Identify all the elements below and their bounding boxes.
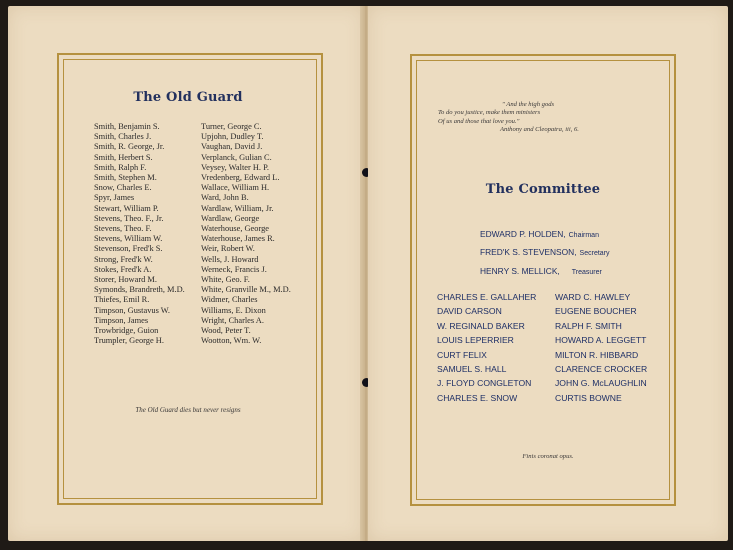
committee-member: CHARLES E. GALLAHER bbox=[437, 292, 537, 302]
member-name: Upjohn, Dudley T. bbox=[201, 132, 264, 142]
member-name: Wardlaw, George bbox=[201, 213, 260, 223]
member-name: Wardlaw, William, Jr. bbox=[201, 203, 274, 213]
names-column-1 bbox=[94, 122, 204, 346]
committee-member: CURT FELIX bbox=[437, 349, 487, 360]
member-name: Timpson, James bbox=[94, 315, 149, 325]
member-name: Smith, Herbert S. bbox=[94, 152, 153, 162]
committee-member: MILTON R. HIBBARD bbox=[555, 349, 639, 360]
member-name: Smith, Stephen M. bbox=[94, 173, 157, 183]
committee-member: CLARENCE CROCKER bbox=[555, 364, 648, 375]
officer-name: EDWARD P. HOLDEN, bbox=[480, 229, 566, 239]
member-name: Strong, Fred'k W. bbox=[94, 254, 153, 264]
committee-member: WARD C. HAWLEY bbox=[555, 292, 631, 302]
member-name: Snow, Charles E. bbox=[94, 183, 152, 193]
quote-attribution: Anthony and Cleopatra, iii, 6. bbox=[500, 126, 579, 134]
member-name: Williams, E. Dixon bbox=[201, 305, 266, 315]
member-name: Wallace, William H. bbox=[201, 183, 270, 193]
committee-member: JOHN G. McLAUGHLIN bbox=[555, 378, 647, 389]
quote-line: " And the high gods bbox=[502, 101, 555, 108]
page-title: The Old Guard bbox=[133, 90, 243, 105]
members-column-2 bbox=[555, 290, 647, 405]
committee-member: HOWARD A. LEGGETT bbox=[555, 335, 647, 346]
member-name: Waterhouse, George bbox=[201, 224, 270, 234]
member-name: Stevens, Theo. F., Jr. bbox=[94, 213, 164, 223]
officer-row bbox=[480, 263, 610, 281]
page-title: The Committee bbox=[485, 182, 601, 197]
names-column-2 bbox=[201, 122, 331, 346]
officers-list bbox=[480, 226, 610, 281]
officer-role: Chairman bbox=[568, 232, 599, 239]
committee-member: SAMUEL S. HALL bbox=[437, 364, 507, 375]
member-name: Smith, Ralph F. bbox=[94, 162, 147, 172]
member-name: Werneck, Francis J. bbox=[201, 264, 267, 274]
member-name: Vredenberg, Edward L. bbox=[201, 173, 280, 183]
member-name: Stevens, Theo. F. bbox=[94, 224, 152, 234]
member-name: Timpson, Gustavus W. bbox=[94, 305, 171, 315]
right-page bbox=[368, 6, 728, 541]
quote-line: Of us and those that love you." bbox=[438, 117, 520, 125]
motto: The Old Guard dies but never resigns bbox=[135, 406, 241, 414]
member-name: Storer, Howard M. bbox=[94, 275, 157, 285]
member-name: Thiefes, Emil R. bbox=[94, 295, 150, 305]
epigraph-quote bbox=[438, 101, 618, 135]
officer-row bbox=[480, 226, 610, 244]
left-page bbox=[8, 6, 364, 541]
member-name: White, Granville M., M.D. bbox=[201, 285, 291, 295]
member-name: Veysey, Walter H. P. bbox=[201, 162, 269, 172]
member-name: Smith, R. George, Jr. bbox=[94, 142, 165, 152]
member-name: Vaughan, David J. bbox=[201, 142, 263, 152]
finis-text: Finis coronat opus. bbox=[522, 453, 574, 460]
member-name: Widmer, Charles bbox=[201, 295, 258, 305]
member-name: Waterhouse, James R. bbox=[201, 234, 275, 244]
committee-member: RALPH F. SMITH bbox=[555, 320, 622, 331]
member-name: Turner, George C. bbox=[201, 122, 262, 131]
member-name: Stevenson, Fred'k S. bbox=[94, 244, 163, 254]
member-name: Ward, John B. bbox=[201, 193, 249, 203]
member-name: Trumpler, George H. bbox=[94, 336, 164, 346]
committee-member: CHARLES E. SNOW bbox=[437, 392, 518, 403]
officer-row bbox=[480, 244, 610, 262]
officer-role: Secretary bbox=[579, 250, 610, 258]
committee-member: J. FLOYD CONGLETON bbox=[437, 378, 532, 389]
member-name: Wood, Peter T. bbox=[201, 326, 251, 336]
committee-member: W. REGINALD BAKER bbox=[437, 320, 525, 331]
officer-role: Treasurer bbox=[571, 268, 602, 276]
committee-member: EUGENE BOUCHER bbox=[555, 306, 637, 317]
member-name: Smith, Benjamin S. bbox=[94, 122, 160, 131]
member-name: Wells, J. Howard bbox=[201, 254, 259, 264]
member-name: Trowbridge, Guion bbox=[94, 326, 159, 336]
member-name: Stokes, Fred'k A. bbox=[94, 264, 152, 274]
quote-line: To do you justice, make them ministers bbox=[438, 109, 541, 117]
committee-member: CURTIS BOWNE bbox=[555, 392, 622, 403]
committee-member: LOUIS LEPERRIER bbox=[437, 335, 514, 346]
member-name: Symonds, Brandreth, M.D. bbox=[94, 285, 185, 295]
member-name: Smith, Charles J. bbox=[94, 132, 152, 142]
officer-name: HENRY S. MELLICK, bbox=[480, 265, 560, 276]
committee-member: DAVID CARSON bbox=[437, 306, 502, 317]
member-name: Weir, Robert W. bbox=[201, 244, 255, 254]
member-name: Stewart, William P. bbox=[94, 203, 159, 213]
member-name: Wootton, Wm. W. bbox=[201, 336, 262, 346]
member-name: Stevens, William W. bbox=[94, 234, 163, 244]
members-column-1 bbox=[437, 290, 536, 405]
member-name: Wright, Charles A. bbox=[201, 315, 264, 325]
member-name: White, Geo. F. bbox=[201, 275, 250, 285]
officer-name: FRED'K S. STEVENSON, bbox=[480, 247, 577, 258]
member-name: Spyr, James bbox=[94, 193, 135, 203]
member-name: Verplanck, Gulian C. bbox=[201, 152, 272, 162]
